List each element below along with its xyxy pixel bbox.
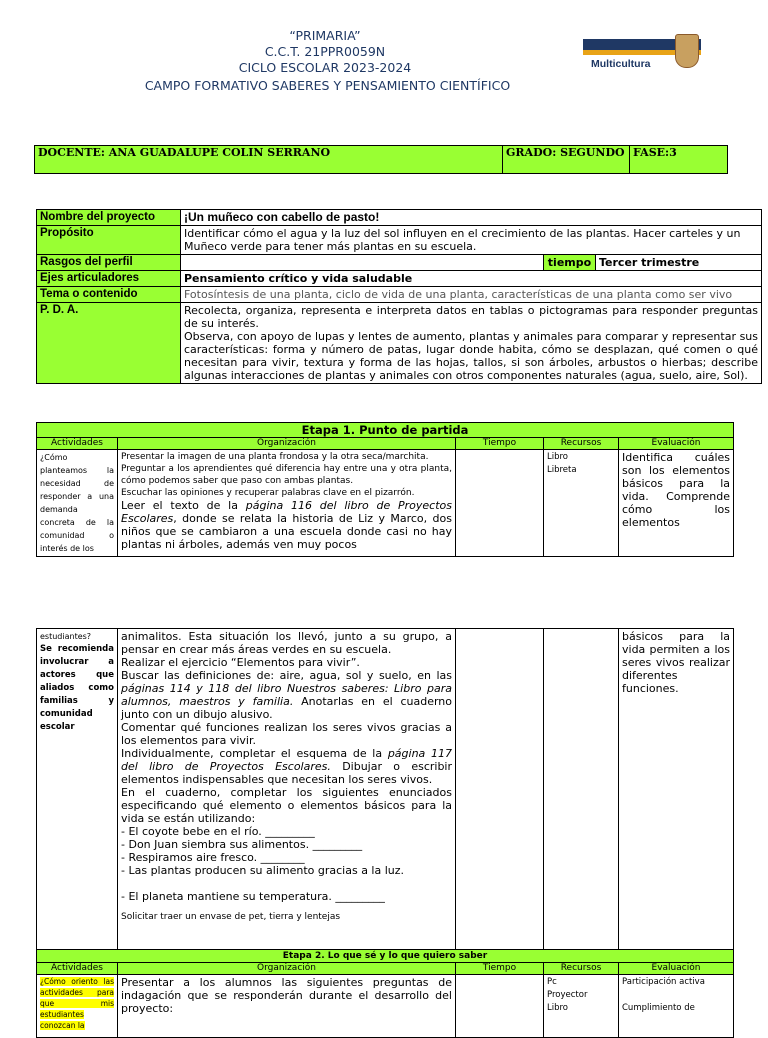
col-recursos: Recursos (544, 963, 619, 975)
etapa1-cont-p3a: Buscar las definiciones de: aire, agua, sol y suelo, en las (121, 669, 452, 682)
etapa1-cont-p1: animalitos. Esta situación los llevó, junto a su grupo, a pensar en crear más áreas verdes en su escuela. (121, 630, 452, 656)
col-actividades: Actividades (37, 438, 118, 450)
list-item: - Don Juan siembra sus alimentos. _________ (121, 838, 452, 851)
etapa2-column-headers (37, 963, 734, 975)
etapa2-recurso-3: Libro (547, 1003, 569, 1013)
etapa1-cont-p4: Comentar qué funciones realizan los seres vivos gracias a los elementos para vivir. (121, 721, 452, 747)
ejes-value: Pensamiento crítico y vida saludable (181, 271, 762, 287)
etapa1-cont-p3b: Anotarlas en el cuaderno junto con un dibujo alusivo. (121, 695, 452, 721)
project-table (36, 209, 762, 384)
etapa2-recurso-2: Proyector (547, 990, 588, 1000)
etapa1-cont-act-bold: Se recomienda involucrar a actores que aliados como familias y comunidad escolar (40, 644, 114, 732)
etapa1-organizacion (118, 450, 456, 557)
tiempo-label: tiempo (544, 255, 596, 271)
nombre-value: ¡Un muñeco con cabello de pasto! (181, 210, 762, 226)
col-recursos: Recursos (544, 438, 619, 450)
etapa1-continuation-table (36, 628, 734, 1038)
rasgos-label: Rasgos del perfil (37, 255, 181, 271)
etapa1-recursos (544, 450, 619, 557)
sentence-list (121, 825, 452, 903)
etapa2-recursos (544, 975, 619, 1038)
list-item: - Las plantas producen su alimento gracias a la luz. (121, 864, 452, 877)
etapa1-cont-recursos (544, 629, 619, 950)
etapa1-evaluacion-text: Identifica cuáles son los elementos básicos para la vida. Comprende cómo los elementos (622, 451, 731, 529)
etapa1-tiempo (456, 450, 544, 557)
etapa1-cont-p6: En el cuaderno, completar los siguientes enunciados especificando qué elemento o elementos básicos para la vida se están utilizando: (121, 786, 452, 825)
col-evaluacion: Evaluación (619, 963, 734, 975)
etapa1-title: Etapa 1. Punto de partida (37, 423, 734, 438)
etapa2-evaluacion-2: Cumplimiento de (622, 1003, 695, 1013)
etapa1-org-small-1: Presentar la imagen de una planta frondosa y la otra seca/marchita. (121, 452, 429, 462)
etapa1-cont-p5-em: página 117 del libro de Proyectos Escolares. (121, 747, 452, 773)
formative-field: CAMPO FORMATIVO SABERES Y PENSAMIENTO CIENTÍFICO (144, 78, 511, 93)
nombre-label: Nombre del proyecto (37, 210, 181, 226)
etapa1-column-headers (37, 438, 734, 450)
fase-cell: FASE:3 (630, 146, 728, 174)
etapa1-evaluacion (619, 450, 734, 557)
etapa1-org-p1: Leer el texto de la (121, 499, 238, 512)
etapa1-cont-small-end: Solicitar traer un envase de pet, tierra y lentejas (121, 912, 341, 922)
etapa1-org-small-2: Preguntar a los aprendientes qué diferencia hay entre una y otra planta, cómo podemos saber que paso con ambas plantas. (121, 464, 452, 486)
pda-text-1: Recolecta, organiza, representa e interpreta datos en tablas o pictogramas para responder preguntas de su interés. (184, 304, 758, 330)
col-organizacion: Organización (118, 438, 456, 450)
etapa1-org-p1-em: página 116 del libro de Proyectos Escolares (121, 499, 452, 525)
etapa2-actividades-text: ¿Cómo oriento las actividades para que mis estudiantes conozcan la (40, 977, 114, 1030)
etapa1-table (36, 422, 734, 557)
etapa2-evaluacion-1: Participación activa (622, 977, 705, 987)
list-item: - El planeta mantiene su temperatura. _________ (121, 890, 452, 903)
etapa1-cont-actividades (37, 629, 118, 950)
etapa1-cont-act-line: estudiantes? (40, 632, 92, 641)
docente-cell: DOCENTE: ANA GUADALUPE COLIN SERRANO (35, 146, 503, 174)
etapa1-cont-tiempo (456, 629, 544, 950)
etapa1-recurso-1: Libro (547, 452, 569, 462)
etapa2-evaluacion (619, 975, 734, 1038)
pda-value (181, 303, 762, 384)
etapa1-cont-p5a: Individualmente, completar el esquema de la (121, 747, 383, 760)
school-year: CICLO ESCOLAR 2023-2024 (238, 60, 412, 75)
etapa2-title: Etapa 2. Lo que sé y lo que quiero saber (37, 950, 734, 963)
teacher-table (34, 145, 728, 174)
etapa1-actividades: ¿Cómo planteamos la necesidad de responder a una demanda concreta de la comunidad o interés de los (37, 450, 118, 557)
etapa1-cont-p5 (121, 747, 452, 786)
multicultura-logo (583, 32, 718, 76)
proposito-value: Identificar cómo el agua y la luz del sol influyen en el crecimiento de las plantas. Hacer carteles y un Muñeco verde para tener más plantas en su escuela. (181, 226, 762, 255)
etapa2-recurso-1: Pc (547, 977, 557, 987)
etapa1-cont-p5b: Dibujar o escribir elementos indispensables que necesitan los seres vivos. (121, 760, 453, 786)
etapa2-actividades (37, 975, 118, 1038)
tema-label: Tema o contenido (37, 287, 181, 303)
ejes-label: Ejes articuladores (37, 271, 181, 287)
etapa1-cont-p3 (121, 669, 452, 721)
pda-label: P. D. A. (37, 303, 181, 384)
pda-text-2: Observa, con apoyo de lupas y lentes de aumento, plantas y animales para comparar y representar sus características: forma y número de patas, lugar donde habita, cómo se desplazan, qué comen o qué necesitan para vivir, textura y forma de las hojas, tallos, si son árboles, arbustos o hierbas; describe algunas interacciones de plantas y animales con otros componentes naturales (agua, suelo, aire, Sol). (184, 330, 758, 382)
etapa1-org-p1-rest: , donde se relata la historia de Liz y Marco, dos niños que se cambiaron a una escuela donde casi no hay plantas ni árboles, además ven muy pocos (121, 512, 452, 551)
etapa2-organizacion: Presentar a los alumnos las siguientes preguntas de indagación que se responderán durante el desarrollo del proyecto: (118, 975, 456, 1038)
etapa2-tiempo (456, 975, 544, 1038)
grado-cell: GRADO: SEGUNDO (503, 146, 630, 174)
list-item: - El coyote bebe en el río. _________ (121, 825, 452, 838)
etapa1-org-small-3: Escuchar las opiniones y recuperar palabras clave en el pizarrón. (121, 488, 415, 498)
etapa1-cont-organizacion (118, 629, 456, 950)
cct-code: C.C.T. 21PPR0059N (264, 44, 386, 59)
tema-value: Fotosíntesis de una planta, ciclo de vida de una planta, características de una planta como ser vivo (181, 287, 762, 303)
tiempo-value: Tercer trimestre (596, 255, 762, 271)
col-evaluacion: Evaluación (619, 438, 734, 450)
school-name: “PRIMARIA” (289, 28, 361, 43)
col-organizacion: Organización (118, 963, 456, 975)
etapa1-cont-evaluacion: básicos para la vida permiten a los seres vivos realizar diferentes funciones. (619, 629, 734, 950)
col-actividades: Actividades (37, 963, 118, 975)
etapa1-cont-p3-em: páginas 114 y 118 del libro Nuestros saberes: Libro para alumnos, maestros y familia. (121, 682, 452, 708)
rasgos-value (181, 255, 544, 271)
etapa1-cont-p2: Realizar el ejercicio “Elementos para vivir”. (121, 656, 360, 669)
col-tiempo: Tiempo (456, 438, 544, 450)
logo-text: Multicultura (591, 58, 651, 70)
list-item: - Respiramos aire fresco. ________ (121, 851, 452, 864)
proposito-label: Propósito (37, 226, 181, 255)
etapa1-recurso-2: Libreta (547, 465, 577, 475)
shield-icon (675, 34, 699, 68)
col-tiempo: Tiempo (456, 963, 544, 975)
